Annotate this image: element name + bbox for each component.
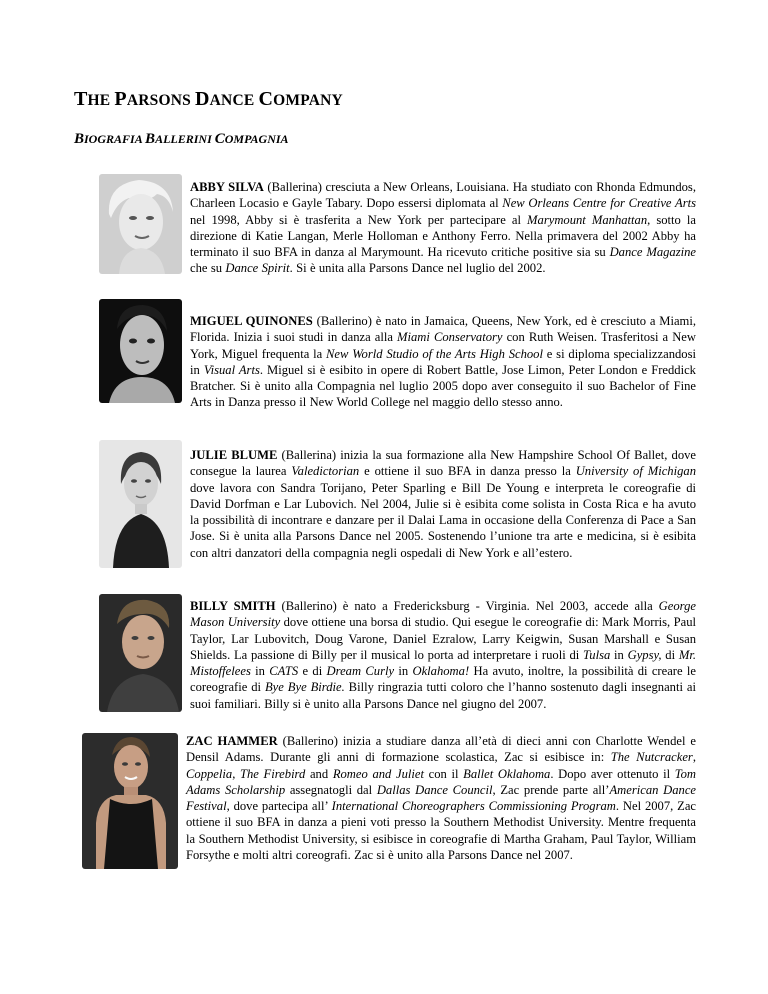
bio-italic: Dance Spirit <box>225 261 290 276</box>
bio-text: dove lavora con Sandra Torijano, Peter Sparling e Bill De Young e interpreta le coreografie di David Dorfman e Lar Lubovich. Nel 2004, Julie si è esibita come solista in Costa Rica e ha avuto la possibilità di incontrare e danzare per il Dalai Lama in occasione della Conferenza di Pace a San Jose. Si è unita alla Parsons Dance nel 2005. Sostenendo l’unione tra arte e medicina, si è esibita con altri danzatori della compagnia negli ospedali di New York e all’estero. <box>190 480 696 560</box>
title-part: ANCE <box>209 92 259 109</box>
bio-text: nel 1998, Abby si è trasferita a New York per partecipare al <box>190 212 528 227</box>
bio-text: . Miguel si è esibito in opere di Robert Battle, Jose Limon, Peter London e Freddick Bratcher. Si è unito alla Compagnia nel luglio 2005 dopo aver conseguito il suo Bachelor of Fine Arts in Danza presso il New World College nel maggio dello stesso anno. <box>190 362 696 410</box>
bio-text: con Ruth Weisen. Trasferitosi a New York, Miguel frequenta la <box>190 330 696 361</box>
dancer-name: BILLY SMITH <box>190 599 276 613</box>
title-initial: C <box>258 88 274 110</box>
dancer-name: ZAC HAMMER <box>186 734 278 748</box>
bio-text: . Dopo aver ottenuto il <box>550 766 675 781</box>
bio-text: in <box>394 664 413 679</box>
subtitle-part: ALLERINI <box>155 132 215 146</box>
bio-italic: Dallas Dance Council <box>376 782 493 797</box>
title-initial: P <box>114 88 127 110</box>
title-part: ARSONS <box>126 92 195 109</box>
bio-text: (Ballerino) è nato in Jamaica, Queens, New York, ed è cresciuto a Miami, Florida. Inizia i suoi studi in danza alla <box>190 314 696 345</box>
bio-text: (Ballerina) inizia la sua formazione alla New Hampshire School Of Ballet, dove consegue la laurea <box>190 448 697 479</box>
bio-italic: Marymount Manhattan <box>527 212 648 227</box>
dancer-photo-miguel-quinones <box>99 299 182 403</box>
bio-italic: American Dance Festival <box>186 782 696 814</box>
subtitle-initial: C <box>214 131 225 147</box>
bio-italic: The Firebird <box>240 766 306 781</box>
title-part: HE <box>87 92 115 109</box>
bio-italic: International Choreographers Commissioning Program <box>331 799 616 814</box>
bio-miguel-quinones <box>190 313 696 411</box>
bio-italic: Miami Conservatory <box>397 330 503 345</box>
bio-text: Ha avuto, inoltre, la possibilità di creare le coreografie di <box>190 664 696 695</box>
bio-text: Billy ringrazia tutti coloro che l’hanno sostenuto dagli insegnanti ai suoi familiari. Billy si è unito alla Parsons Dance nel giugno del 2007. <box>190 680 696 711</box>
bio-text: , sotto la direzione di Katie Langan, Merle Holloman e Anthony Ferro. Nella primavera del 2002 Abby ha terminato il suo BFA in danza al Marymount. Ha ricevuto critiche positive sia su <box>190 212 696 260</box>
document-title <box>74 88 343 111</box>
bio-italic: Dance Magazine <box>609 245 696 260</box>
dancer-photo-billy-smith <box>99 594 182 712</box>
bio-text: (Ballerina) cresciuta a New Orleans, Louisiana. Ha studiato con Rhonda Edmundos, Charleen Locasio e Gayle Tabary. Dopo essersi diplomata al <box>190 180 696 211</box>
bio-italic: New Orleans Centre for Creative Arts <box>502 196 696 211</box>
dancer-name: ABBY SILVA <box>190 180 264 194</box>
bio-text: di <box>661 647 679 662</box>
bio-italic: Mr. Mistoffelees <box>190 647 696 679</box>
dancer-photo-zac-hammer <box>82 733 178 869</box>
bio-italic: Tom Adams Scholarship <box>186 766 696 797</box>
bio-italic: Bye Bye Birdie. <box>264 680 345 695</box>
bio-text: dove ottiene una borsa di studio. Qui esegue le coreografie di: Mark Morris, Paul Taylor, Lar Lubovitch, Doug Varone, Daniel Ezralow, Larry Keigwin, Susan Marshall e Susan Shields. La passione di Billy per il musical lo porta ad interpretare i ruoli di <box>190 615 696 662</box>
bio-zac-hammer <box>186 733 696 863</box>
bio-text: . Si è unita alla Parsons Dance nel luglio del 2002. <box>289 261 546 276</box>
dancer-name: JULIE BLUME <box>190 448 278 462</box>
bio-text: in <box>610 647 628 662</box>
bio-text: che su <box>190 261 226 276</box>
bio-text: and <box>305 766 333 781</box>
bio-italic: George Mason University <box>190 599 696 630</box>
bio-text: e ottiene il suo BFA in danza presso la <box>359 464 576 479</box>
bio-italic: The Nutcracker <box>610 750 693 765</box>
title-part: OMPANY <box>273 92 343 109</box>
bio-text: (Ballerino) è nato a Fredericksburg - Virginia. Nel 2003, accede alla <box>275 599 659 613</box>
title-initial: T <box>74 88 88 110</box>
bio-text: . Nel 2007, Zac ottiene il suo BFA in danza a pieni voti presso la Southern Methodist University. Mentre frequenta la Southern Methodist University, si esibisce in coreografie di Martha Graham, Paul Taylor, William Forsythe e molti altri coreografi. Zac si è unito alla Parsons Dance nel 2007. <box>186 799 697 863</box>
bio-billy-smith <box>190 598 696 712</box>
bio-italic: Gypsy, <box>627 647 662 662</box>
bio-text: (Ballerino) inizia a studiare danza all’età di dieci anni con Charlotte Wendel e Densil Adams. Durante gli anni di formazione scolastica, Zac si esibisce in: <box>186 734 696 765</box>
subtitle-initial: B <box>74 131 85 147</box>
bio-italic: CATS <box>269 664 299 679</box>
subtitle-initial: B <box>145 131 156 147</box>
bio-text: , Zac prende parte all’ <box>492 782 610 797</box>
bio-text: con il <box>423 766 464 781</box>
bio-text: , <box>692 750 696 765</box>
bio-italic: Tulsa <box>583 647 611 662</box>
title-initial: D <box>195 88 210 110</box>
bio-italic: University of Michigan <box>575 464 696 479</box>
bio-text: , <box>232 766 240 781</box>
bio-italic: Ballet Oklahoma <box>463 766 551 781</box>
dancer-photo-julie-blume <box>99 440 182 568</box>
bio-text: in <box>250 664 270 679</box>
bio-italic: Oklahoma! <box>412 664 470 679</box>
dancer-photo-abby-silva <box>99 174 182 274</box>
bio-julie-blume <box>190 447 696 561</box>
bio-italic: Coppelia <box>186 766 233 781</box>
document-subtitle <box>74 131 289 148</box>
bio-text: e si diploma specializzandosi in <box>190 346 696 377</box>
bio-abby-silva <box>190 179 696 277</box>
bio-text: , dove partecipa all’ <box>226 799 332 814</box>
bio-italic: Visual Arts <box>203 362 260 377</box>
bio-text: e di <box>298 664 327 679</box>
bio-text: assegnatogli dal <box>285 782 377 797</box>
subtitle-part: OMPAGNIA <box>224 132 289 146</box>
bio-italic: Romeo and Juliet <box>332 766 424 781</box>
dancer-name: MIGUEL QUINONES <box>190 314 313 328</box>
bio-italic: Valedictorian <box>291 464 360 479</box>
bio-italic: Dream Curly <box>326 664 395 679</box>
subtitle-part: IOGRAFIA <box>84 132 146 146</box>
bio-italic: New World Studio of the Arts High School <box>326 346 543 361</box>
